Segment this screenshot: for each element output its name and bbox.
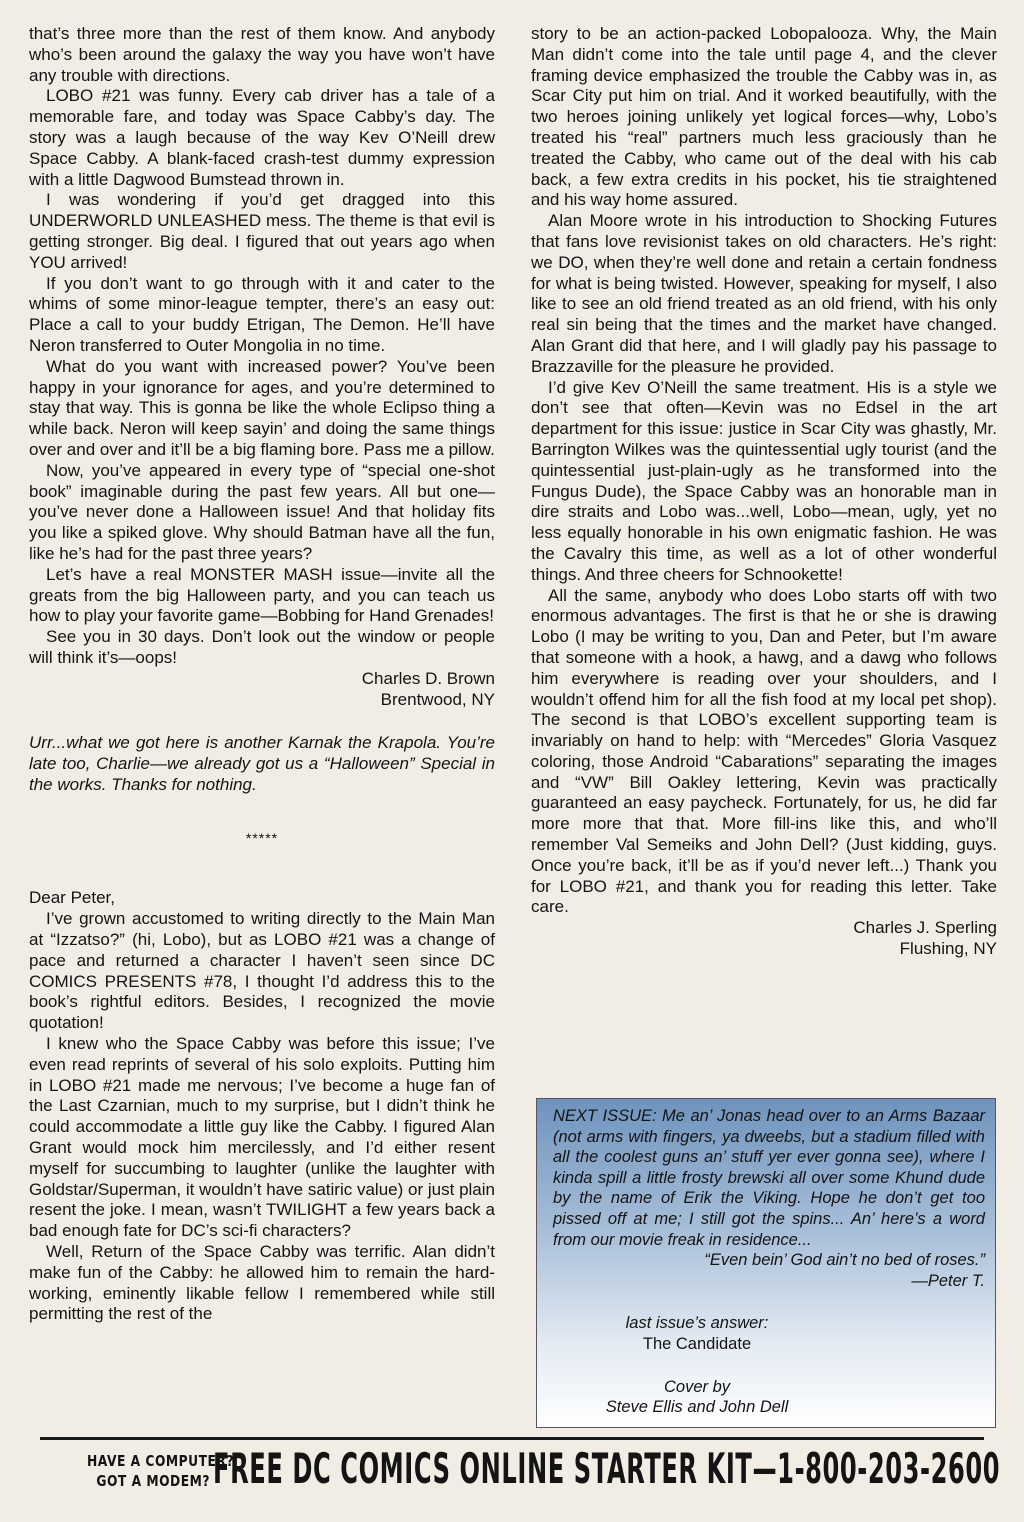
letter2-paragraph: story to be an action-packed Lobopalooza. Why, the Main Man didn’t come into the tale until page 4, and the clever framing device emphasized the trouble the Cabby was in, as Scar City put him on trial. And it worked beautifully, with the two heroes joining unlikely yet logical forces—why, Lobo’s treated his “real” partners much less graciously than he treated the Cabby, who came out of the deal with his cab back, a few extra credits in his pocket, his tie straightened and his way home assured.: [531, 24, 997, 210]
letter2-signature-name: Charles J. Sperling: [853, 918, 997, 938]
cover-credit-value: Steve Ellis and John Dell: [605, 1398, 789, 1417]
letter1-paragraph: I was wondering if you’d get dragged into this UNDERWORLD UNLEASHED mess. The theme is that evil is getting stronger. Big deal. I figured that out years ago when YOU arrived!: [29, 190, 495, 272]
letter1-signature-location: Brentwood, NY: [380, 689, 495, 709]
letter2-paragraph: Well, Return of the Space Cabby was terrific. Alan didn’t make fun of the Cabby: he allowed him to remain the hard-working, eminently likable fellow I remembered while still permitting the rest of the: [29, 1242, 495, 1324]
footer-question: [87, 1451, 234, 1491]
letter1-paragraph: Let’s have a real MONSTER MASH issue—invite all the greats from the big Halloween party, and you can teach us how to play your favorite game—Bobbing for Hand Grenades!: [29, 564, 495, 626]
letter2-paragraph: I’d give Kev O’Neill the same treatment. His is a style we don’t see that often—Kevin was no Edsel in the art department for this issue: justice in Scar City was ghastly, Mr. Barrington Wilkes was the quintessential ugly tourist (and the quintessential just-plain-ugly as he transformed into the Fungus Dude), the Space Cabby was an honorable man in dire straits and Lobo was...well, Lobo—mean, ugly, yet no less equally honorable in his own enigmatic fashion. He was the Cavalry this time, as well as a lot of other wonderful things. And three cheers for Schnookette!: [531, 377, 997, 584]
letter1-paragraph: If you don’t want to go through with it and cater to the whims of some minor-league tempter, there’s an easy out: Place a call to your buddy Etrigan, The Demon. He’ll have Neron transferred to Outer Mongolia in no time.: [29, 273, 495, 355]
footer-divider: [40, 1437, 984, 1440]
next-issue-text: NEXT ISSUE: Me an’ Jonas head over to an Arms Bazaar (not arms with fingers, ya dweebs, but a stadium filled with all the coolest guns an’ stuff yer ever gonna see), where I kinda spill a little frosty brewski all over some Khund dude by the name of Erik the Viking. Hope he don’t get too pissed off at me; I still got the spins... An’ here’s a word from our movie freak in residence...: [553, 1107, 985, 1249]
letter2-paragraph: I’ve grown accustomed to writing directly to the Main Man at “Izzatso?” (hi, Lobo), but as LOBO #21 was a change of pace and returned a character I haven’t seen since DC COMICS PRESENTS #78, I thought I’d address this to the book’s rightful editors. Besides, I recognized the movie quotation!: [29, 909, 495, 1033]
letter1-paragraph: that’s three more than the rest of them know. And anybody who’s been around the galaxy the way you have won’t have any trouble with directions.: [29, 24, 495, 85]
letter2-signature-location: Flushing, NY: [899, 939, 997, 959]
section-separator: *****: [245, 829, 279, 846]
footer-question-line-1: HAVE A COMPUTER?: [87, 1452, 234, 1470]
last-answer-label: last issue’s answer:: [625, 1314, 769, 1333]
next-issue-quote-attribution: —Peter T.: [911, 1271, 985, 1290]
next-issue-panel: [536, 1098, 996, 1428]
footer-offer-banner: FREE DC COMICS ONLINE STARTER KIT—1-800-203-2600: [213, 1444, 1001, 1493]
footer-question-line-2: GOT A MODEM?: [96, 1472, 210, 1490]
letter1-paragraph: Now, you’ve appeared in every type of “special one-shot book” imaginable during the past few years. All but one—you’ve never done a Halloween issue! And that holiday fits you like a spiked glove. Why should Batman have all the fun, like he’s had for the past three years?: [29, 460, 495, 563]
letter2-salutation: Dear Peter,: [29, 888, 115, 908]
last-answer-value: The Candidate: [642, 1334, 752, 1353]
editor-reply: Urr...what we got here is another Karnak the Krapola. You’re late too, Charlie—we already got us a “Halloween” Special in the works. Thanks for nothing.: [29, 733, 495, 794]
letter1-signature-name: Charles D. Brown: [361, 668, 495, 688]
next-issue-quote: “Even bein’ God ain’t no bed of roses.”: [704, 1251, 985, 1270]
letter1-paragraph: See you in 30 days. Don’t look out the window or people will think it’s—oops!: [29, 627, 495, 667]
cover-credit-label: Cover by: [663, 1377, 731, 1396]
letter2-paragraph: I knew who the Space Cabby was before this issue; I’ve even read reprints of several of his solo exploits. Putting him in LOBO #21 made me nervous; I’ve become a huge fan of the Last Czarnian, much to my surprise, but I didn’t think he could accommodate a little guy like the Cabby. I figured Alan Grant would mock him mercilessly, and I’d either resent myself for succumbing to laughter (unlike the laughter with Goldstar/Superman, it wouldn’t have satiric value) or just plain resent the joke. I mean, wasn’t TWILIGHT a few years back a bad enough fate for DC’s sci-fi characters?: [29, 1034, 495, 1241]
letter2-paragraph: Alan Moore wrote in his introduction to Shocking Futures that fans love revisionist takes on old characters. He’s right: we DO, when they’re well done and retain a certain fondness for what is being twisted. However, speaking for myself, I also like to see an old friend treated as an old friend, with his only real sin being that the times and the market have changed. Alan Grant did that here, and I will gladly pay his passage to Brazzaville for the pleasure he provided.: [531, 211, 997, 376]
letter2-paragraph: All the same, anybody who does Lobo starts off with two enormous advantages. The first is that he or she is drawing Lobo (I may be writing to you, Dan and Peter, but I’m aware that someone with a hook, a hawg, and a dawg who follows him everywhere is reading over your shoulders, and I wouldn’t offend him for all the fish food at my local pet shop). The second is that LOBO’s excellent supporting team is invariably on hand to help: with “Mercedes” Gloria Vasquez coloring, those Android “Cabarations” separating the images and “VW” Bill Oakley lettering, Kevin was practically guaranteed an easy paycheck. Fortunately, for us, he did far more more that that. More fill-ins like this, and who’ll remember Val Semeiks and John Dell? (Just kidding, guys. Once you’re back, it’ll be as if you’d never left...) Thank you for LOBO #21, and thank you for reading this letter. Take care.: [531, 585, 997, 917]
letter1-paragraph: What do you want with increased power? You’ve been happy in your ignorance for ages, and you’re determined to stay that way. This is gonna be like the whole Eclipso thing a while back. Neron will keep sayin’ and doing the same things over and over and it’ll be a big flaming bore. Pass me a pillow.: [29, 356, 495, 459]
left-column: [29, 24, 495, 1439]
letter1-paragraph: LOBO #21 was funny. Every cab driver has a tale of a memorable fare, and today was Space Cabby’s day. The story was a laugh because of the way Kev O’Neill drew Space Cabby. A blank-faced crash-test dummy expression with a little Dagwood Bumstead thrown in.: [29, 86, 495, 189]
